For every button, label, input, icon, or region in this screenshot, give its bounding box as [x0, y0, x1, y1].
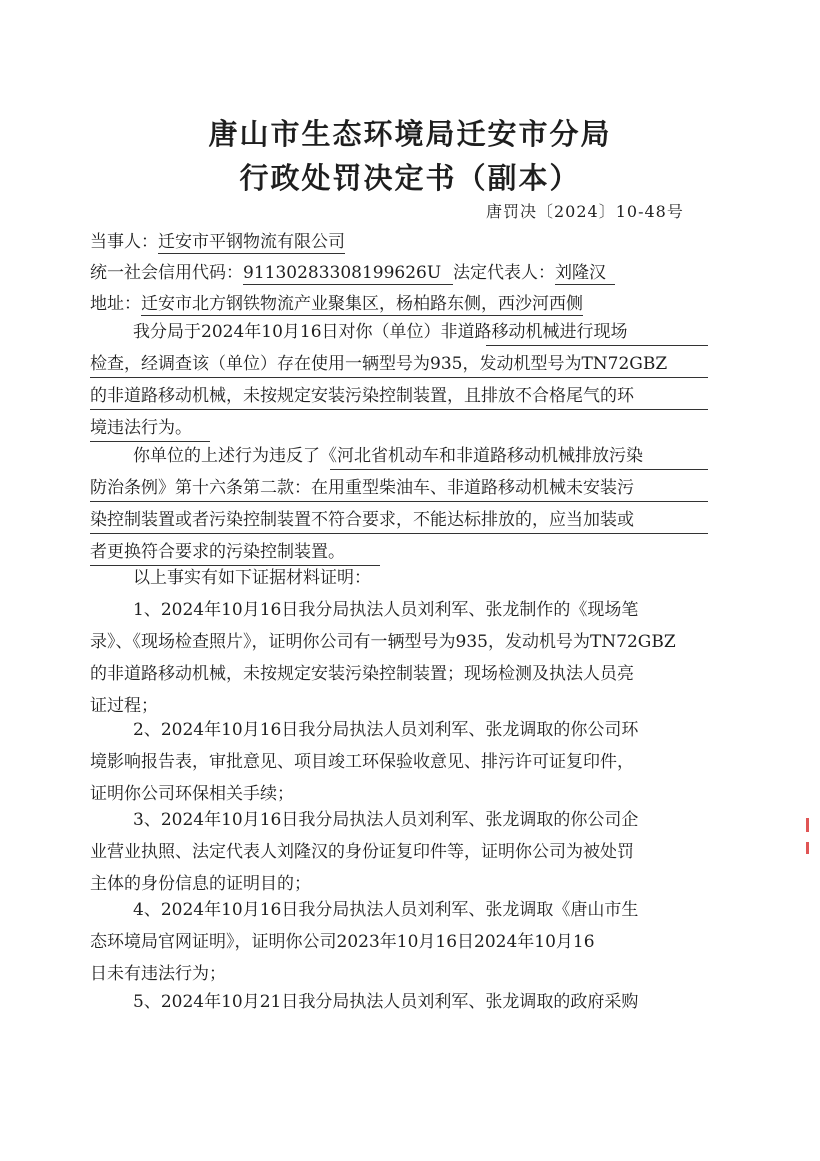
e5-line-1: 5、2024年10月21日我分局执法人员刘利军、张龙调取的政府采购 — [133, 992, 639, 1012]
p1-line-1: 我分局于2024年10月16日对你（单位）非道路移动机械进行现场 — [133, 322, 628, 342]
e2-line-1: 2、2024年10月16日我分局执法人员刘利军、张龙调取的你公司环 — [133, 720, 639, 740]
p1-line-2: 检查，经调查该（单位）存在使用一辆型号为935，发动机型号为TN72GBZ — [90, 354, 668, 374]
e1-line-3: 的非道路移动机械，未按规定安装污染控制装置；现场检测及执法人员亮 — [90, 664, 634, 684]
party-row — [90, 227, 345, 252]
credit-code: 91130283308199626U — [243, 263, 453, 285]
credit-row — [90, 258, 615, 285]
e3-line-2: 业营业执照、法定代表人刘隆汉的身份证复印件等，证明你公司为被处罚 — [90, 842, 634, 862]
e1-line-2: 录》、《现场检查照片》，证明你公司有一辆型号为935，发动机号为TN72GBZ — [90, 632, 676, 652]
legal-rep-label: 法定代表人： — [453, 263, 555, 283]
underline-p2c — [90, 533, 708, 534]
e1-line-4: 证过程； — [90, 696, 158, 716]
underline-p1b — [90, 377, 708, 378]
document-number: 唐罚决〔2024〕10-48号 — [486, 202, 684, 221]
p2-line-4: 者更换符合要求的污染控制装置。 — [90, 542, 345, 562]
p2-line-1: 你单位的上述行为违反了《河北省机动车和非道路移动机械排放污染 — [133, 446, 643, 466]
address-row — [90, 289, 583, 314]
document-title: 唐山市生态环境局迁安市分局 — [208, 117, 612, 151]
address-label: 地址： — [90, 294, 141, 314]
underline-p1 — [486, 345, 708, 346]
document-subtitle: 行政处罚决定书（副本） — [239, 161, 581, 195]
e4-line-3: 日未有违法行为； — [90, 964, 226, 984]
underline-p2b — [90, 501, 708, 502]
e2-line-2: 境影响报告表，审批意见、项目竣工环保验收意见、排污许可证复印件， — [90, 752, 634, 772]
underline-p2d — [90, 565, 380, 566]
e1-line-1: 1、2024年10月16日我分局执法人员刘利军、张龙制作的《现场笔 — [133, 600, 639, 620]
party-label: 当事人： — [90, 232, 158, 252]
underline-p1c — [90, 409, 708, 410]
underline-p1d — [90, 441, 210, 442]
credit-code-label: 统一社会信用代码： — [90, 263, 243, 283]
seal-edge-mark — [806, 842, 809, 854]
underline-p2 — [330, 469, 708, 470]
party-name: 迁安市平钢物流有限公司 — [158, 232, 345, 252]
address-value: 迁安市北方钢铁物流产业聚集区，杨柏路东侧，西沙河西侧 — [141, 294, 583, 314]
p1-line-3: 的非道路移动机械，未按规定安装污染控制装置，且排放不合格尾气的环 — [90, 386, 634, 406]
e3-line-1: 3、2024年10月16日我分局执法人员刘利军、张龙调取的你公司企 — [133, 810, 639, 830]
p2-line-2: 防治条例》第十六条第二款：在用重型柴油车、非道路移动机械未安装污 — [90, 478, 634, 498]
p2-line-3: 染控制装置或者污染控制装置不符合要求，不能达标排放的，应当加装或 — [90, 510, 634, 530]
evidence-intro: 以上事实有如下证据材料证明： — [133, 568, 371, 588]
legal-rep-name: 刘隆汉 — [555, 258, 615, 285]
e3-line-3: 主体的身份信息的证明目的； — [90, 874, 311, 894]
e4-line-2: 态环境局官网证明》，证明你公司2023年10月16日2024年10月16 — [90, 932, 595, 952]
seal-edge-mark — [806, 818, 809, 832]
e4-line-1: 4、2024年10月16日我分局执法人员刘利军、张龙调取《唐山市生 — [133, 900, 639, 920]
e2-line-3: 证明你公司环保相关手续； — [90, 784, 294, 804]
p1-line-4: 境违法行为。 — [90, 418, 192, 438]
